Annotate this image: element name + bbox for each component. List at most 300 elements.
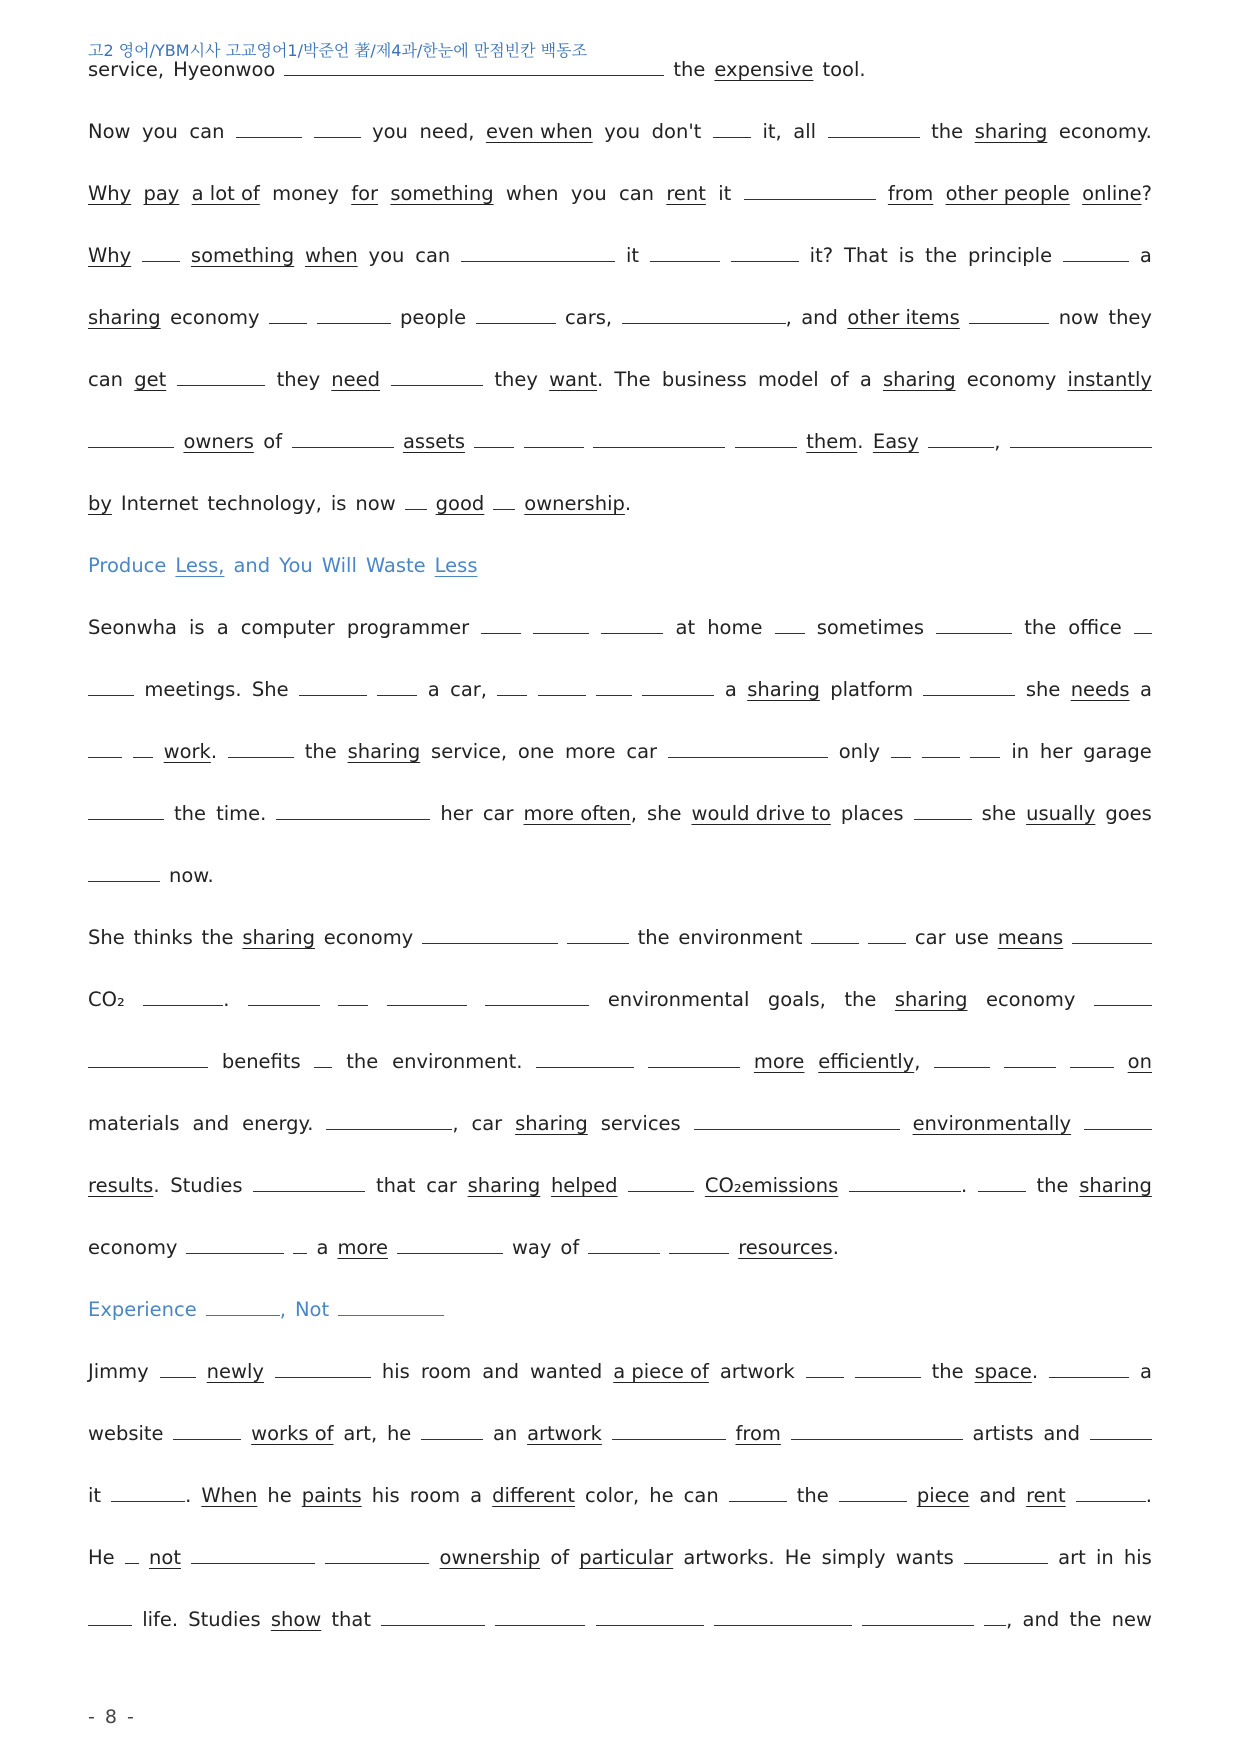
blank-line[interactable]: [133, 739, 153, 758]
word: [1140, 1358, 1152, 1386]
word-text: car: [426, 1174, 457, 1197]
blank-line[interactable]: [811, 925, 859, 944]
word-text: and: [979, 1484, 1017, 1507]
blank-line[interactable]: [186, 1235, 284, 1254]
word: [372, 1482, 400, 1510]
page-header: 고2 영어/YBM시사 고교영어1/박준언 著/제4과/한눈에 만점빈칸 백동조: [88, 41, 588, 60]
word: [1140, 676, 1152, 704]
blank-line[interactable]: [669, 1235, 729, 1254]
blank-line[interactable]: [984, 1607, 1006, 1626]
blank-line[interactable]: [326, 1111, 452, 1130]
word-text: not: [149, 1546, 181, 1569]
answer-blank: [317, 304, 391, 332]
word-text: space: [974, 1360, 1032, 1383]
word-text: helped: [550, 1174, 618, 1197]
word: [173, 56, 275, 84]
word-text: the: [346, 1050, 379, 1073]
blank-line[interactable]: [849, 1173, 961, 1192]
word: [88, 366, 123, 394]
text-line: [88, 1110, 1152, 1138]
blank-line[interactable]: [601, 615, 663, 634]
blank-line[interactable]: [806, 1359, 844, 1378]
blank-line[interactable]: [391, 367, 483, 386]
word-text: only: [838, 740, 880, 763]
word-text: people: [400, 306, 467, 329]
page-number: - 8 -: [88, 1706, 136, 1728]
underlined-word: [1071, 676, 1130, 704]
answer-blank: [642, 676, 714, 704]
word-text: computer: [240, 616, 335, 639]
word-text: sharing: [747, 678, 820, 701]
word: [346, 1048, 378, 1076]
blank-line[interactable]: [284, 57, 664, 76]
word-text: and: [482, 1360, 519, 1383]
word: [1105, 800, 1151, 828]
blank-line[interactable]: [713, 119, 751, 138]
word: [440, 800, 472, 828]
text-line: [88, 614, 1152, 642]
word: [202, 924, 234, 952]
word: [347, 614, 469, 642]
blank-line[interactable]: [969, 305, 1049, 324]
blank-line[interactable]: [642, 677, 714, 696]
answer-blank: [387, 986, 467, 1014]
blank-line[interactable]: [1072, 925, 1152, 944]
blank-line[interactable]: [236, 119, 302, 138]
word-text: artists: [972, 1422, 1034, 1445]
blank-line[interactable]: [228, 739, 294, 758]
word-text: use: [954, 926, 989, 949]
blank-line[interactable]: [338, 1297, 444, 1316]
word-text: economy: [170, 306, 260, 329]
blank-line[interactable]: [177, 367, 265, 386]
word: [142, 118, 178, 146]
blank-line[interactable]: [387, 987, 467, 1006]
underlined-word: [527, 1420, 602, 1448]
blank-line[interactable]: [88, 739, 122, 758]
word-text: Why: [88, 182, 132, 205]
word-text: one: [517, 740, 555, 763]
blank-line[interactable]: [142, 243, 180, 262]
answer-blank: [791, 1420, 963, 1448]
word-text: Studies: [170, 1174, 243, 1197]
blank-line[interactable]: [891, 739, 911, 758]
word-text: they: [1108, 306, 1152, 329]
punctuation: ?: [1141, 182, 1152, 205]
blank-line[interactable]: [314, 119, 361, 138]
blank-line[interactable]: [275, 1359, 371, 1378]
word: [810, 242, 833, 270]
blank-line[interactable]: [1010, 429, 1152, 448]
blank-line[interactable]: [791, 1421, 963, 1440]
punctuation: ,: [452, 1112, 459, 1135]
blank-line[interactable]: [88, 801, 164, 820]
word-text: good: [435, 492, 485, 515]
word-text: room: [420, 1360, 472, 1383]
word-text: it?: [809, 244, 834, 267]
word-text: car: [626, 740, 658, 763]
word: [88, 552, 166, 580]
blank-line[interactable]: [173, 1421, 241, 1440]
blank-line[interactable]: [292, 429, 394, 448]
word: [1096, 1544, 1114, 1572]
blank-line[interactable]: [397, 1235, 503, 1254]
word-text: for: [351, 182, 379, 205]
underlined-word: [917, 1482, 970, 1510]
word: [88, 56, 164, 84]
answer-blank: [326, 1110, 458, 1138]
blank-line[interactable]: [474, 429, 514, 448]
blank-line[interactable]: [88, 1049, 208, 1068]
blank-line[interactable]: [868, 925, 906, 944]
underlined-word: [1026, 1482, 1066, 1510]
word: [470, 1482, 482, 1510]
answer-blank: [713, 118, 751, 146]
word-text: sharing: [882, 368, 956, 391]
answer-blank: [984, 1606, 1012, 1634]
word-text: her: [1039, 740, 1073, 763]
answer-blank: [276, 800, 430, 828]
word-text: sharing: [467, 1174, 541, 1197]
word-text: business: [661, 368, 747, 391]
blank-line[interactable]: [143, 987, 223, 1006]
word: [88, 924, 125, 952]
word: [252, 676, 289, 704]
underlined-word: [738, 1234, 839, 1262]
word: [684, 1482, 719, 1510]
blank-line[interactable]: [729, 1483, 787, 1502]
word-text: show: [270, 1608, 322, 1631]
word-text: from: [887, 182, 934, 205]
word: [355, 490, 395, 518]
text-line: [88, 366, 1152, 394]
answer-blank: [142, 242, 180, 270]
word-text: all: [793, 120, 817, 143]
word: [410, 1482, 460, 1510]
word: [217, 614, 229, 642]
underlined-word: [1082, 180, 1152, 208]
word: [169, 862, 214, 890]
answer-blank: [461, 242, 615, 270]
word: [1024, 614, 1056, 642]
blank-line[interactable]: [1070, 1049, 1114, 1068]
underlined-word: [337, 1234, 388, 1262]
blank-line[interactable]: [694, 1111, 900, 1130]
word-text: don't: [651, 120, 702, 143]
blank-line[interactable]: [191, 1545, 315, 1564]
word-text: platform: [830, 678, 914, 701]
blank-line[interactable]: [650, 243, 720, 262]
word-text: need,: [419, 120, 475, 143]
word: [915, 924, 946, 952]
blank-line[interactable]: [1076, 1483, 1146, 1502]
word: [88, 986, 125, 1014]
blank-line[interactable]: [497, 677, 527, 696]
blank-line[interactable]: [668, 739, 828, 758]
blank-line[interactable]: [493, 491, 515, 510]
answer-blank: [567, 924, 629, 952]
blank-line[interactable]: [88, 863, 160, 882]
word: [242, 1110, 313, 1138]
blank-line[interactable]: [731, 243, 799, 262]
blank-line[interactable]: [622, 305, 786, 324]
word-text: goals,: [767, 988, 826, 1011]
word-text: can: [189, 120, 225, 143]
blank-line[interactable]: [422, 925, 558, 944]
blank-line[interactable]: [612, 1421, 726, 1440]
blank-line[interactable]: [978, 1173, 1026, 1192]
blank-line[interactable]: [248, 987, 320, 1006]
word-text: new: [1111, 1608, 1152, 1631]
word: [839, 738, 880, 766]
blank-line[interactable]: [928, 429, 994, 448]
blank-line[interactable]: [1049, 1359, 1129, 1378]
word-text: pay: [143, 182, 180, 205]
word: [1108, 304, 1152, 332]
word-text: Easy: [872, 430, 919, 453]
blank-line[interactable]: [1063, 243, 1129, 262]
answer-blank: [338, 986, 368, 1014]
blank-line[interactable]: [314, 1049, 332, 1068]
answer-blank: [88, 428, 174, 456]
underlined-word: [613, 1358, 709, 1386]
text-line: [88, 1482, 1152, 1510]
word-text: you: [368, 244, 405, 267]
underlined-word: [242, 924, 315, 952]
answer-blank: [731, 242, 799, 270]
blank-line[interactable]: [828, 119, 920, 138]
word-text: usually: [1026, 802, 1096, 825]
answer-blank: [828, 118, 920, 146]
blank-line[interactable]: [405, 491, 427, 510]
underlined-word: [549, 366, 603, 394]
word-text: economy: [88, 1236, 178, 1259]
word-text: garage: [1083, 740, 1152, 763]
blank-line[interactable]: [628, 1173, 694, 1192]
word-text: a: [1139, 678, 1152, 701]
answer-blank: [964, 1544, 1048, 1572]
answer-blank: [1076, 1482, 1152, 1510]
word-text: particular: [579, 1546, 674, 1569]
word: [718, 180, 731, 208]
section-heading: [88, 1296, 1152, 1324]
underlined-word: [524, 490, 631, 518]
blank-line[interactable]: [533, 615, 589, 634]
answer-blank: [338, 1296, 444, 1324]
word-text: ownership: [524, 492, 625, 515]
text-line: [88, 242, 1152, 270]
underlined-word: [390, 180, 493, 208]
blank-line[interactable]: [481, 615, 521, 634]
underlined-word: [998, 924, 1063, 952]
word-text: rent: [1026, 1484, 1066, 1507]
blank-line[interactable]: [775, 615, 805, 634]
word-text: That: [843, 244, 888, 267]
answer-blank: [485, 986, 589, 1014]
word-text: Less: [434, 554, 478, 577]
blank-line[interactable]: [381, 1607, 485, 1626]
word-text: is: [330, 492, 347, 515]
word-text: that: [375, 1174, 416, 1197]
word-text: the: [201, 926, 234, 949]
blank-line[interactable]: [125, 1545, 139, 1564]
word-text: service,: [431, 740, 508, 763]
blank-line[interactable]: [269, 305, 307, 324]
word-text: Hyeonwoo: [173, 58, 276, 81]
word: [431, 738, 507, 766]
underlined-word: [88, 242, 131, 270]
blank-line[interactable]: [160, 1359, 196, 1378]
answer-blank: [299, 676, 367, 704]
blank-line[interactable]: [648, 1049, 740, 1068]
blank-line[interactable]: [593, 429, 725, 448]
blank-line[interactable]: [588, 1235, 660, 1254]
underlined-word: [486, 118, 593, 146]
word-text: you: [570, 182, 607, 205]
word-text: artwork: [527, 1422, 602, 1445]
word-text: efficiently: [818, 1050, 915, 1073]
blank-line[interactable]: [735, 429, 797, 448]
word: [1059, 118, 1152, 146]
blank-line[interactable]: [1090, 1421, 1152, 1440]
word-text: materials: [88, 1112, 180, 1135]
word: [322, 552, 357, 580]
word: [88, 614, 177, 642]
blank-line[interactable]: [325, 1545, 429, 1564]
blank-line[interactable]: [111, 1483, 185, 1502]
answer-blank: [868, 924, 906, 952]
answer-blank: [928, 428, 1000, 456]
word: [482, 1358, 519, 1386]
word: [88, 118, 130, 146]
word: [366, 552, 426, 580]
blank-line[interactable]: [862, 1607, 974, 1626]
punctuation: .: [624, 492, 632, 515]
underlined-word: [515, 1110, 588, 1138]
answer-blank: [421, 1420, 483, 1448]
blank-line[interactable]: [714, 1607, 852, 1626]
blank-line[interactable]: [276, 801, 430, 820]
blank-line[interactable]: [744, 181, 876, 200]
blank-line[interactable]: [88, 1607, 132, 1626]
answer-blank: [160, 1358, 196, 1386]
word-text: a: [1139, 244, 1152, 267]
underlined-word: [435, 552, 478, 580]
blank-line[interactable]: [206, 1297, 280, 1316]
answer-blank: [275, 1358, 371, 1386]
blank-line[interactable]: [338, 987, 368, 1006]
word-text: now: [1058, 306, 1099, 329]
blank-line[interactable]: [293, 1235, 307, 1254]
blank-line[interactable]: [538, 677, 586, 696]
blank-line[interactable]: [253, 1173, 365, 1192]
answer-blank: [729, 1482, 787, 1510]
word: [1059, 304, 1099, 332]
underlined-word: [207, 1358, 264, 1386]
blank-line[interactable]: [914, 801, 972, 820]
word-text: wanted: [529, 1360, 603, 1383]
word-text: car: [471, 1112, 503, 1135]
word: [565, 738, 616, 766]
word-text: an: [492, 1422, 518, 1445]
answer-blank: [269, 304, 307, 332]
word-text: simply: [821, 1546, 886, 1569]
blank-line[interactable]: [524, 429, 584, 448]
blank-line[interactable]: [1084, 1111, 1152, 1130]
blank-line[interactable]: [839, 1483, 907, 1502]
underlined-word: [149, 1544, 181, 1572]
blank-line[interactable]: [1094, 987, 1152, 1006]
underlined-word: [1079, 1172, 1152, 1200]
blank-line[interactable]: [299, 677, 367, 696]
blank-line[interactable]: [567, 925, 629, 944]
blank-line[interactable]: [88, 429, 174, 448]
blank-line[interactable]: [88, 677, 134, 696]
word: [830, 676, 913, 704]
word-text: sharing: [88, 306, 161, 329]
blank-line[interactable]: [934, 1049, 990, 1068]
blank-line[interactable]: [936, 615, 1012, 634]
word: [207, 490, 321, 518]
answer-blank: [125, 1544, 139, 1572]
word: [493, 1420, 517, 1448]
word-text: Seonwha: [88, 616, 177, 639]
word-text: you: [372, 120, 408, 143]
word-text: way: [511, 1236, 552, 1259]
blank-line[interactable]: [1134, 615, 1152, 634]
answer-blank: [177, 366, 265, 394]
word: [450, 676, 487, 704]
underlined-word: [305, 242, 358, 270]
word-text: is: [189, 616, 205, 639]
blank-line[interactable]: [855, 1359, 921, 1378]
blank-line[interactable]: [317, 305, 391, 324]
answer-blank: [228, 738, 294, 766]
word-text: now: [355, 492, 396, 515]
word-text: results: [88, 1174, 154, 1197]
answer-blank: [377, 676, 417, 704]
blank-line[interactable]: [596, 1607, 704, 1626]
underlined-word: [88, 304, 161, 332]
underlined-word: [302, 1482, 362, 1510]
word-text: paints: [301, 1484, 362, 1507]
blank-line[interactable]: [377, 677, 417, 696]
blank-line[interactable]: [421, 1421, 483, 1440]
text-line: [88, 800, 1152, 828]
blank-line[interactable]: [1004, 1049, 1056, 1068]
blank-line[interactable]: [476, 305, 556, 324]
word-text: the: [1036, 1174, 1069, 1197]
underlined-word: [191, 242, 294, 270]
word-text: it,: [762, 120, 782, 143]
word-text: home: [707, 616, 763, 639]
blank-line[interactable]: [461, 243, 615, 262]
punctuation: .: [597, 368, 604, 391]
blank-line[interactable]: [495, 1607, 585, 1626]
blank-line[interactable]: [922, 739, 960, 758]
word-text: Why: [88, 244, 132, 267]
blank-line[interactable]: [964, 1545, 1048, 1564]
blank-line[interactable]: [485, 987, 589, 1006]
blank-line[interactable]: [923, 677, 1015, 696]
word: [324, 924, 413, 952]
underlined-word: [747, 676, 820, 704]
word-text: the: [673, 58, 706, 81]
blank-line[interactable]: [970, 739, 1000, 758]
blank-line[interactable]: [596, 677, 632, 696]
blank-line[interactable]: [536, 1049, 634, 1068]
word-text: Waste: [365, 554, 426, 577]
